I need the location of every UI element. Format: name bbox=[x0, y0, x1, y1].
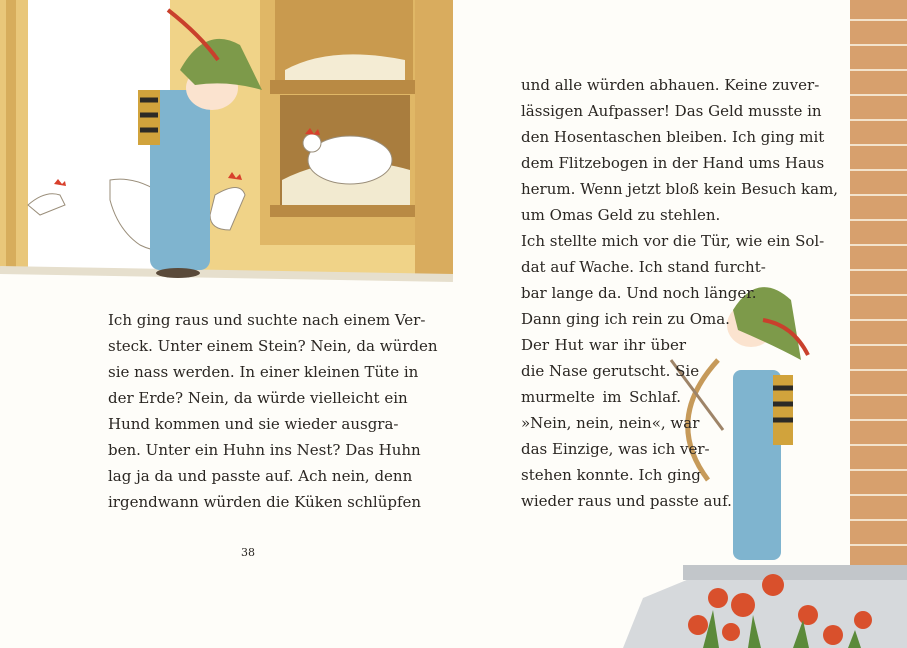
text-line: ben. Unter ein Huhn ins Nest? Das Huhn bbox=[108, 441, 421, 459]
page-number: 38 bbox=[241, 546, 255, 559]
text-line: und alle würden abhauen. Keine zuver- bbox=[521, 76, 820, 94]
text-line: das Einzige, was ich ver- bbox=[521, 440, 710, 458]
text-line: wieder raus und passte auf. bbox=[521, 492, 732, 510]
text-line: lag ja da und passte auf. Ach nein, denn bbox=[108, 467, 413, 485]
text-line: Der Hut war ihr über bbox=[521, 336, 686, 354]
text-line: irgendwann würden die Küken schlüpfen bbox=[108, 493, 422, 511]
text-line: bar lange da. Und noch länger. bbox=[521, 284, 757, 302]
text-line: dem Flitzebogen in der Hand ums Haus bbox=[521, 154, 825, 172]
henhouse-illustration bbox=[0, 0, 453, 285]
right-page bbox=[453, 0, 907, 648]
text-line: die Nase gerutscht. Sie bbox=[521, 362, 700, 380]
text-line: den Hosentaschen bleiben. Ich ging mit bbox=[521, 128, 825, 146]
text-line: sie nass werden. In einer kleinen Tüte in bbox=[108, 363, 419, 381]
text-line: stehen konnte. Ich ging bbox=[521, 466, 701, 484]
text-line: Dann ging ich rein zu Oma. bbox=[521, 310, 730, 328]
text-line: dat auf Wache. Ich stand furcht- bbox=[521, 258, 766, 276]
text-line: herum. Wenn jetzt bloß kein Besuch kam, bbox=[521, 180, 839, 198]
left-page bbox=[0, 0, 453, 648]
right-page-text bbox=[521, 72, 839, 514]
text-line: der Erde? Nein, da würde vielleicht ein bbox=[108, 389, 408, 407]
text-line: Ich ging raus und suchte nach einem Ver- bbox=[108, 311, 426, 329]
text-line: »Nein, nein, nein«, war bbox=[521, 414, 700, 432]
text-line: Ich stellte mich vor die Tür, wie ein Sol- bbox=[521, 232, 825, 250]
text-line: steck. Unter einem Stein? Nein, da würden bbox=[108, 337, 438, 355]
text-line: lässigen Aufpasser! Das Geld musste in bbox=[521, 102, 822, 120]
text-line: Hund kommen und sie wieder ausgra- bbox=[108, 415, 399, 433]
left-page-text bbox=[108, 307, 438, 515]
text-line: murmelte im Schlaf. bbox=[521, 388, 681, 406]
text-line: um Omas Geld zu stehlen. bbox=[521, 206, 721, 224]
